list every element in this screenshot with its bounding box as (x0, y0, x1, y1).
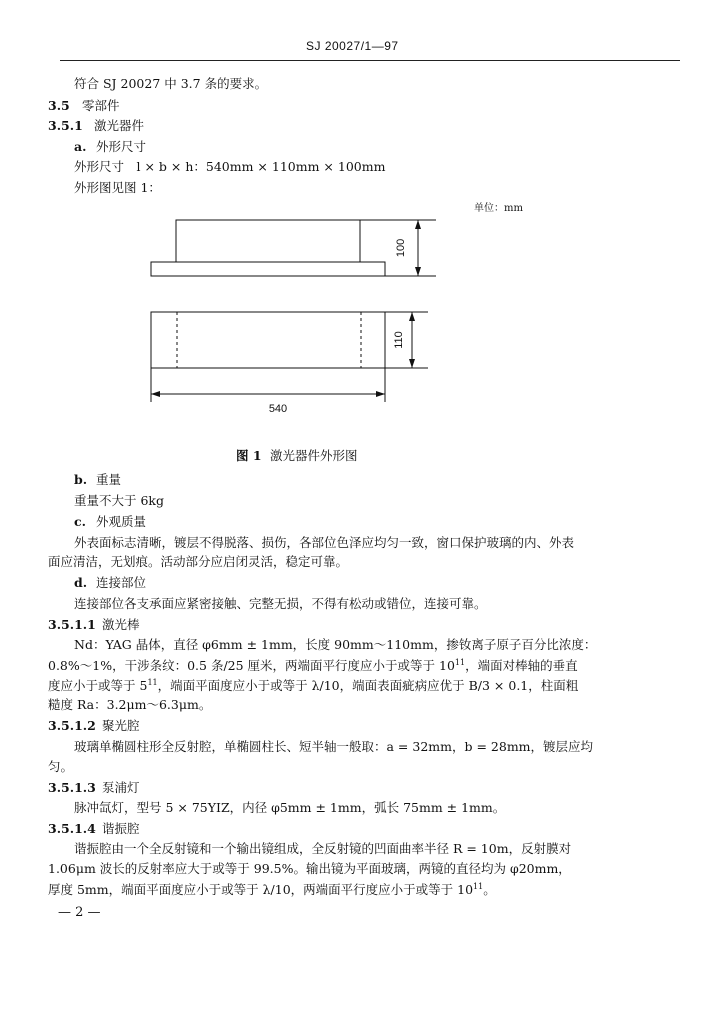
section-number: 3.5.1.1 (48, 617, 96, 632)
appearance-text-line: 外表面标志清晰，镀层不得脱落、损伤，各部位色泽应均匀一致，窗口保护玻璃的内、外表 (74, 535, 575, 550)
section-number: 3.5.1.4 (48, 821, 96, 836)
resonator-text-line: 1.06μm 波长的反射率应大于或等于 99.5%。输出镜为平面玻璃，两镜的直径均为 φ20mm， (48, 861, 571, 876)
cavity-text-line: 玻璃单椭圆柱形全反射腔，单椭圆柱长、短半轴一般取：a = 32mm，b = 28mm，镀层应均 (74, 739, 594, 754)
text-segment: ，端面平面度应小于或等于 λ/10，端面表面疵病应优于 B/3 × 0.1，柱面粗 (157, 678, 579, 694)
section-title: 激光器件 (94, 118, 145, 133)
height-arrow-top (415, 220, 421, 229)
appearance-text-line: 面应清洁，无划痕。活动部分应启闭灵活，稳定可靠。 (48, 554, 349, 569)
length-arrow-right (376, 391, 385, 397)
item-title: 重量 (96, 472, 122, 487)
item-label: c. (74, 514, 86, 529)
figure-caption-number: 图 1 (236, 448, 262, 463)
section-title: 泵浦灯 (102, 780, 140, 795)
width-arrow-top (409, 312, 415, 321)
item-label: d. (74, 575, 88, 590)
laser-rod-text-line (48, 659, 578, 673)
width-dimension-label: 110 (393, 331, 405, 349)
height-arrow-bottom (415, 267, 421, 276)
front-view-base (151, 262, 385, 276)
superscript: 11 (454, 658, 466, 667)
laser-device-outline-drawing (0, 0, 724, 460)
text-segment: 厚度 5mm，端面平面度应小于或等于 λ/10，两端面平行度应小于或等于 10 (48, 882, 474, 898)
section-title: 激光棒 (102, 617, 140, 632)
laser-rod-text-line (48, 679, 578, 693)
laser-rod-text-line: 糙度 Ra：3.2μm～6.3μm。 (48, 697, 212, 712)
section-title: 聚光腔 (102, 718, 140, 733)
resonator-text-line (48, 883, 496, 897)
height-dimension-label: 100 (395, 238, 407, 258)
text-segment: 。 (483, 882, 496, 898)
laser-rod-text-line: Nd：YAG 晶体，直径 φ6mm ± 1mm，长度 90mm～110mm，掺钕离子原子百分比浓度： (74, 637, 597, 652)
section-title: 谐振腔 (102, 821, 140, 836)
pump-lamp-text-line: 脉冲氙灯，型号 5 × 75YIZ，内径 φ5mm ± 1mm，弧长 75mm ± 1mm。 (74, 800, 506, 815)
dimensions-line: 外形尺寸 l × b × h：540mm × 110mm × 100mm (74, 159, 386, 174)
item-title: 外形尺寸 (96, 139, 147, 154)
requirement-line: 符合 SJ 20027 中 3.7 条的要求。 (74, 76, 268, 91)
item-title: 连接部位 (96, 575, 147, 590)
resonator-text-line: 谐振腔由一个全反射镜和一个输出镜组成，全反射镜的凹面曲率半径 R = 10m，反射膜对 (74, 841, 572, 856)
superscript: 11 (473, 882, 484, 891)
item-label: b. (74, 472, 88, 487)
text-segment: ，端面对棒轴的垂直 (465, 658, 578, 674)
item-label: a. (74, 139, 87, 154)
figure-reference-line: 外形图见图 1： (74, 180, 161, 195)
section-number: 3.5.1 (48, 118, 83, 133)
page-number: — 2 — (58, 905, 101, 920)
unit-label: 单位：mm (474, 203, 523, 214)
top-view-outline (151, 312, 385, 368)
front-view-body (176, 220, 360, 262)
length-arrow-left (151, 391, 160, 397)
document-standard-number: SJ 20027/1—97 (306, 39, 399, 53)
section-number: 3.5 (48, 98, 70, 113)
length-dimension-label: 540 (268, 403, 288, 415)
text-segment: 0.8%～1%，干涉条纹：0.5 条/25 厘米，两端面平行度应小于或等于 10 (48, 658, 455, 674)
superscript: 11 (147, 678, 158, 687)
cavity-text-line: 匀。 (48, 759, 74, 774)
connection-text-line: 连接部位各支承面应紧密接触、完整无损，不得有松动或错位，连接可靠。 (74, 596, 487, 611)
section-title: 零部件 (82, 98, 120, 113)
text-segment: 度应小于或等于 5 (48, 678, 148, 694)
weight-line: 重量不大于 6kg (74, 493, 165, 508)
item-title: 外观质量 (96, 514, 147, 529)
section-number: 3.5.1.2 (48, 718, 96, 733)
section-number: 3.5.1.3 (48, 780, 96, 795)
figure-caption-text: 激光器件外形图 (270, 448, 358, 463)
width-arrow-bottom (409, 359, 415, 368)
